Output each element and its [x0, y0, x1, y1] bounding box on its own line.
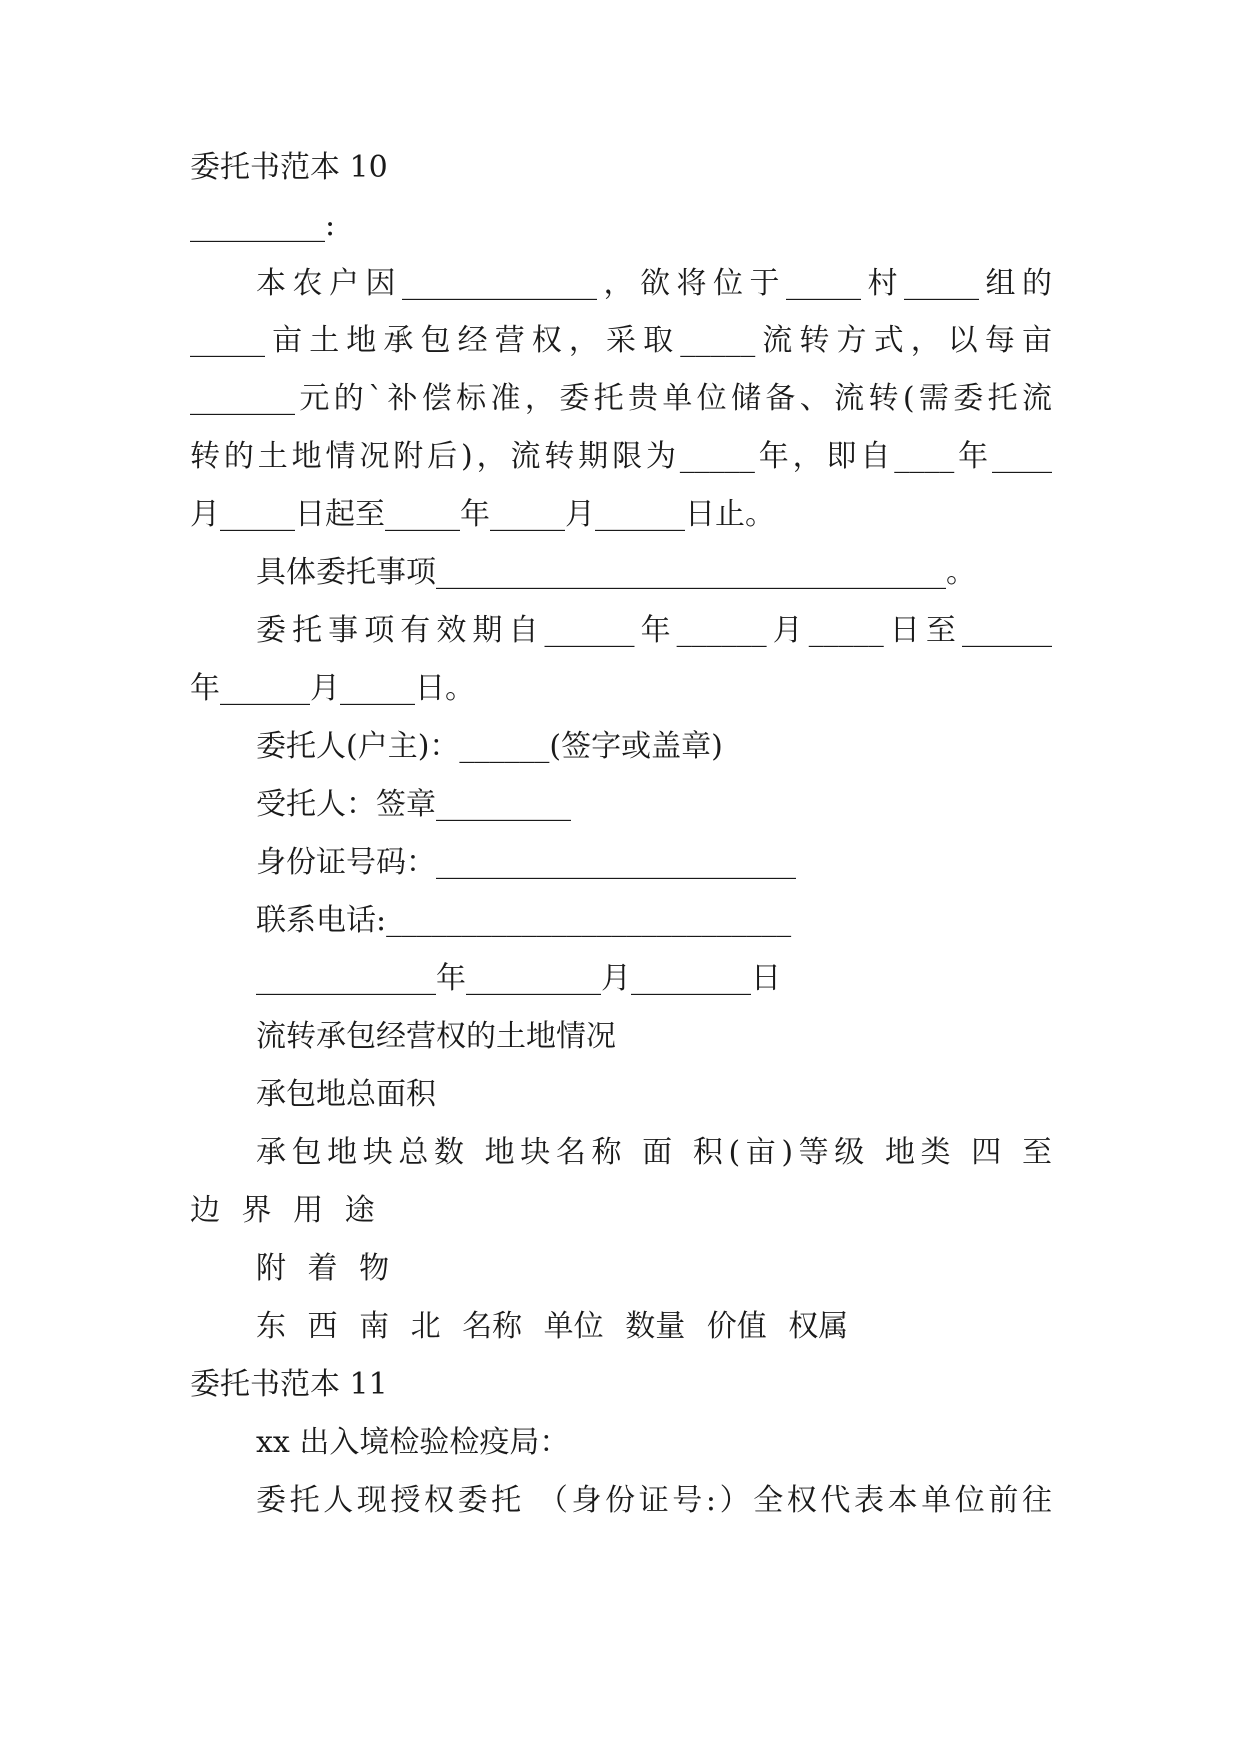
plot-columns-line-2: 边 界 用 途 [190, 1193, 375, 1228]
addressee-bureau: xx 出入境检验检疫局： [256, 1425, 570, 1460]
section-title-11: 委托书范本 11 [190, 1367, 388, 1402]
body-line-3: _______元的`补偿标准，委托贵单位储备、流转(需委托流 [190, 381, 1052, 416]
plot-columns-line-1: 承包地块总数 地块名称 面 积(亩)等级 地类 四 至 [256, 1135, 1052, 1170]
body-line-1: 本农户因_____________，欲将位于_____村_____组的 [256, 266, 1052, 301]
body-line-2: _____亩土地承包经营权，采取_____流转方式，以每亩 [190, 323, 1052, 358]
validity-line-1: 委托事项有效期自______年______月_____日至______ [256, 613, 1052, 648]
phone-number: 联系电话:___________________________ [256, 903, 792, 938]
attachments-heading: 附 着 物 [256, 1251, 390, 1286]
section-title-10: 委托书范本 10 [190, 150, 388, 185]
body-line-4: 转的土地情况附后)，流转期限为_____年，即自____年____ [190, 439, 1052, 474]
boundary-columns: 东 西 南 北 名称 单位 数量 价值 权属 [256, 1309, 849, 1344]
authorization-line: 委托人现授权委托 （身份证号:）全权代表本单位前往 [256, 1483, 1052, 1518]
id-number: 身份证号码：________________________ [256, 845, 796, 880]
specific-matters: 具体委托事项__________________________________。 [256, 555, 976, 590]
principal-signature: 委托人(户主)：______(签字或盖章) [256, 729, 723, 764]
trustee-signature: 受托人：签章_________ [256, 787, 571, 822]
addressee-blank: _________: [190, 208, 336, 243]
validity-line-2: 年______月_____日。 [190, 671, 475, 706]
body-line-5: 月_____日起至_____年_____月______日止。 [190, 497, 775, 532]
land-info-heading: 流转承包经营权的土地情况 [256, 1019, 616, 1054]
date-line: ____________年_________月________日 [256, 961, 781, 996]
total-area: 承包地总面积 [256, 1077, 436, 1112]
